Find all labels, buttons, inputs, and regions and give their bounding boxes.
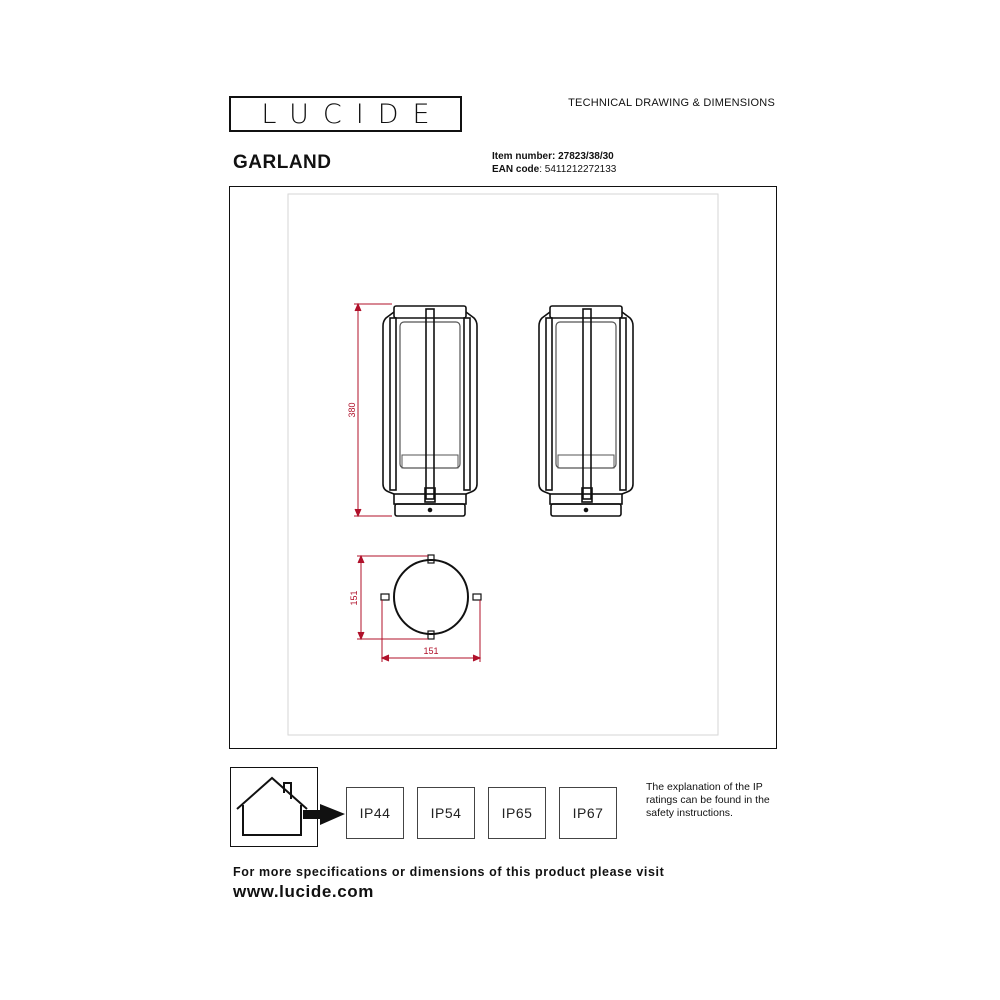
lantern-front-view: [383, 306, 477, 516]
footer-text: For more specifications or dimensions of this product please visit: [233, 865, 665, 879]
ip-rating-ip44: IP44: [346, 787, 404, 839]
inner-frame: [288, 194, 718, 735]
depth-dimension: [357, 556, 428, 639]
item-number-label: Item number:: [492, 151, 556, 162]
ean-label: EAN code: [492, 164, 540, 175]
ip-rating-ip65: IP65: [488, 787, 546, 839]
lantern-side-view: [539, 306, 633, 516]
item-number-value: 27823/38/30: [558, 151, 614, 162]
depth-dimension-label: 151: [349, 590, 359, 606]
ip-rating-ip67: IP67: [559, 787, 617, 839]
document-title: TECHNICAL DRAWING & DIMENSIONS: [568, 97, 775, 109]
width-dimension-label: 151: [423, 646, 439, 656]
height-dimension: [354, 304, 392, 516]
website-link[interactable]: www.lucide.com: [233, 882, 374, 901]
height-dimension-label: 380: [347, 402, 357, 418]
ip-rating-ip54: IP54: [417, 787, 475, 839]
indoor-outdoor-icon-box: [230, 767, 318, 847]
product-name: GARLAND: [233, 152, 332, 173]
logo-text: LUCIDE: [261, 98, 444, 130]
lantern-top-view: [381, 555, 481, 639]
ean-value: : 5411212272133: [539, 164, 617, 175]
ip-rating-note: The explanation of the IP ratings can be found in the safety instructions.: [646, 781, 770, 819]
